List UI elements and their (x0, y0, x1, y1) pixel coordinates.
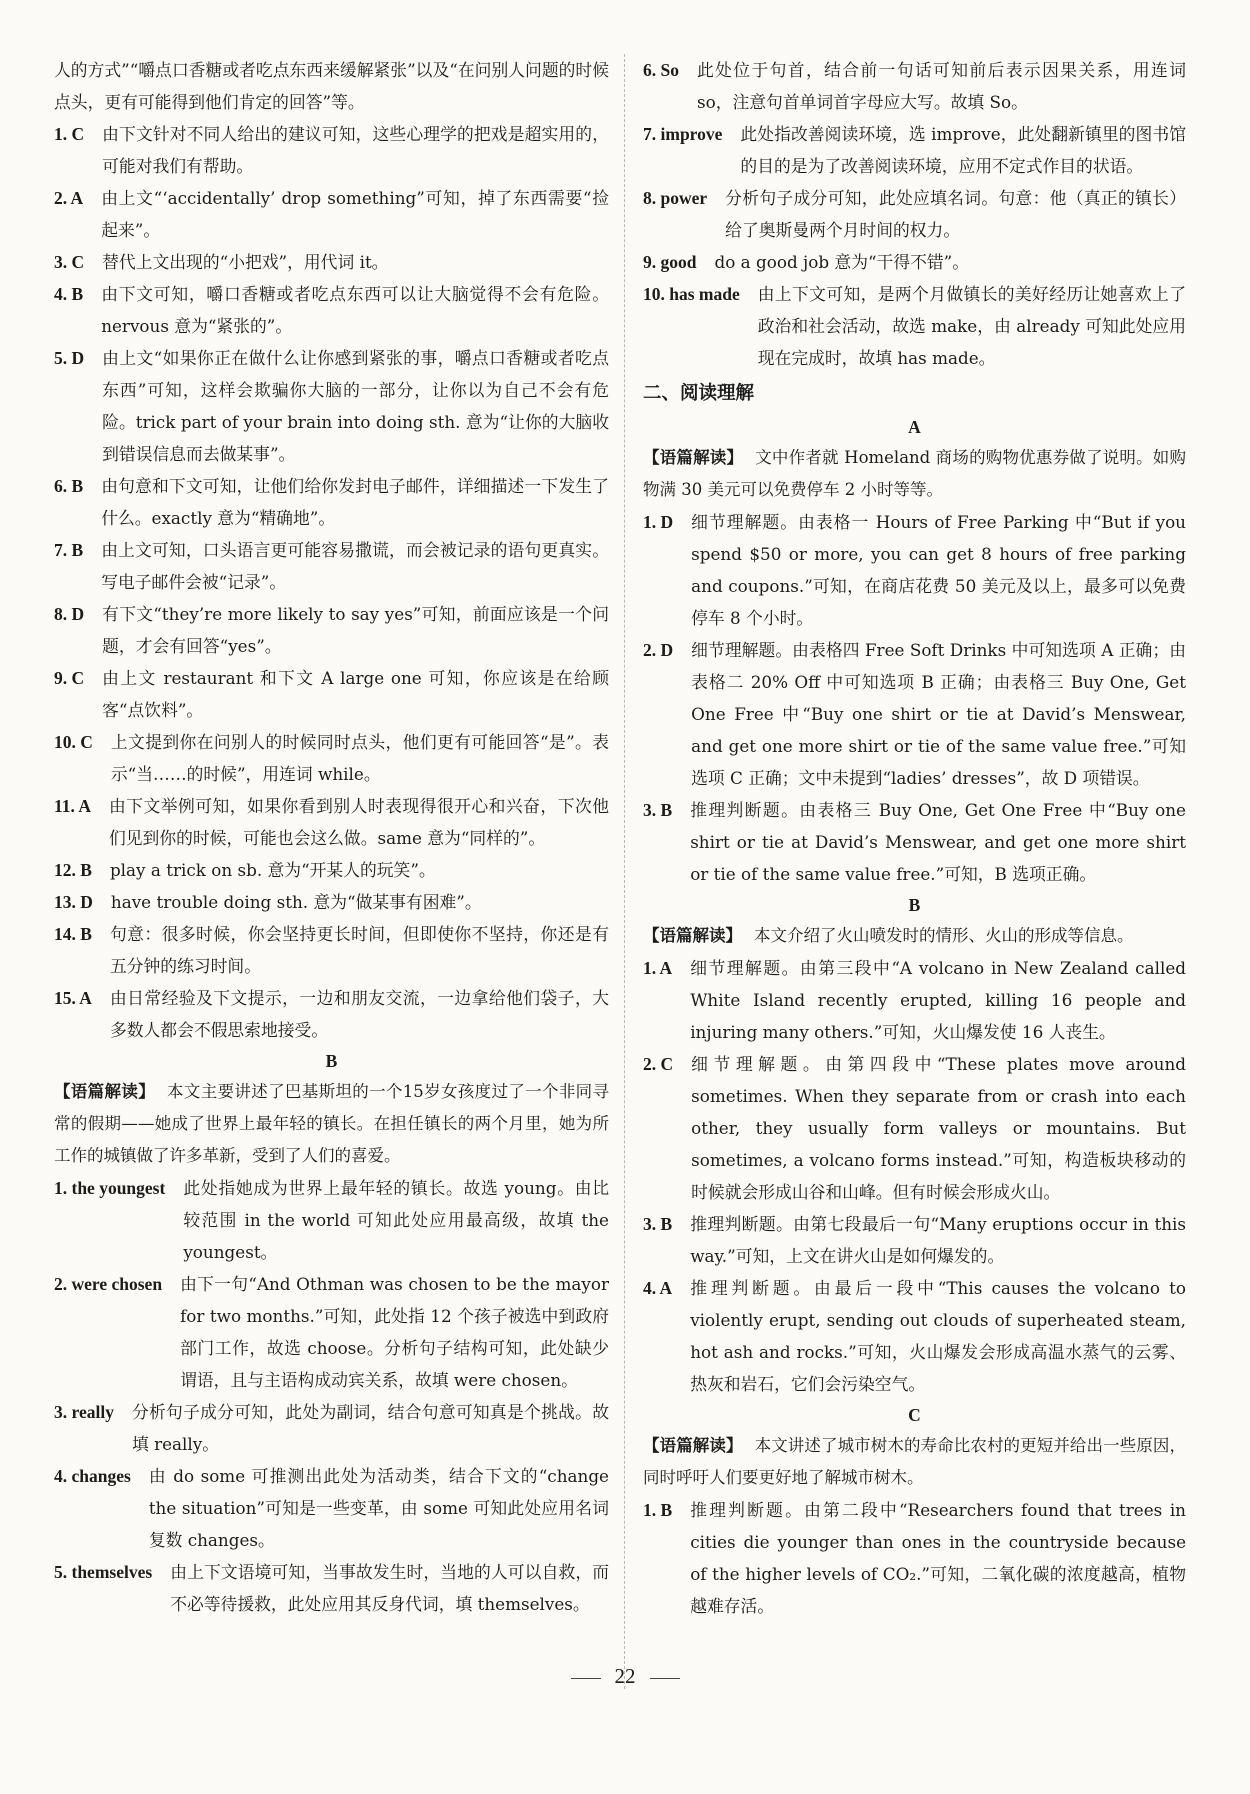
answer-key: 1. C (54, 124, 85, 144)
answer-key: 2. A (54, 188, 84, 208)
answer-item (643, 182, 1186, 246)
answer-explanation: 此处位于句首，结合前一句话可知前后表示因果关系，用连词 so，注意句首单词首字母应大写。故填 So。 (696, 60, 1186, 112)
answer-key: 12. B (54, 860, 92, 880)
answer-explanation: 推理判断题。由最后一段中“This causes the volcano to violently erupt, sending out clouds of superheated steam, hot ash and rocks.”可知，火山爆发会形成高温水蒸气的云雾、热灰和岩石，它们会污染空气。 (690, 1278, 1186, 1394)
intro-tag: 【语篇解读】 (643, 926, 742, 945)
answer-explanation: 由上文 restaurant 和下文 A large one 可知，你应该是在给顾客“点饮料”。 (102, 668, 609, 720)
answer-item (643, 1272, 1186, 1400)
answer-item (54, 886, 609, 918)
answer-item (643, 1208, 1186, 1272)
answer-item (54, 598, 609, 662)
answer-explanation: 由 do some 可推测出此处为活动类，结合下文的“change the situation”可知是一些变革，由 some 可知此处应用名词复数 changes。 (148, 1466, 609, 1550)
reading-c-answers (643, 1494, 1186, 1622)
answer-key: 7. improve (643, 124, 723, 144)
answer-key: 4. A (643, 1278, 673, 1298)
answer-item (54, 790, 609, 854)
answer-explanation: 由下文可知，嚼口香糖或者吃点东西可以让大脑觉得不会有危险。nervous 意为“紧张的”。 (101, 284, 609, 336)
answer-item (643, 1048, 1186, 1208)
answer-item (643, 278, 1186, 374)
page-number (0, 1664, 1250, 1689)
answer-explanation: 细节理解题。由表格四 Free Soft Drinks 中可知选项 A 正确；由表格二 20% Off 中可知选项 B 正确；由表格三 Buy One, Get One Free 中“Buy one shirt or tie at David’s Menswear, and get one more shirt or tie of the same value free.”可知选项 C 正确；文中未提到“ladies’ dresses”，故 D 项错误。 (691, 640, 1186, 788)
intro-tag: 【语篇解读】 (54, 1082, 156, 1101)
section-b-label: B (325, 1051, 338, 1071)
answer-explanation: play a trick on sb. 意为“开某人的玩笑”。 (109, 860, 436, 880)
answer-key: 3. B (643, 1214, 673, 1234)
answer-key: 3. B (643, 800, 673, 820)
answer-item (54, 342, 609, 470)
answer-explanation: 由下文针对不同人给出的建议可知，这些心理学的把戏是超实用的，可能对我们有帮助。 (102, 124, 609, 176)
part-c-label: C (908, 1405, 921, 1425)
answer-key: 9. C (54, 668, 85, 688)
answer-item (643, 952, 1186, 1048)
answer-item (54, 854, 609, 886)
answer-explanation: 由下文举例可知，如果你看到别人时表现得很开心和兴奋，下次他们见到你的时候，可能也会这么做。same 意为“同样的”。 (108, 796, 609, 848)
answer-item (54, 182, 609, 246)
intro-text: 本文讲述了城市树木的寿命比农村的更短并给出一些原因，同时呼吁人们要更好地了解城市树木。 (643, 1436, 1187, 1487)
answer-key: 7. B (54, 540, 84, 560)
answer-item (643, 1494, 1186, 1622)
answer-item (54, 982, 609, 1046)
answer-explanation: 句意：很多时候，你会坚持更长时间，但即使你不坚持，你还是有五分钟的练习时间。 (109, 924, 609, 976)
answer-key: 1. B (643, 1500, 673, 1520)
answer-key: 6. So (643, 60, 679, 80)
answer-key: 2. D (643, 640, 674, 660)
answer-item (54, 1460, 609, 1556)
answer-key: 9. good (643, 252, 697, 272)
answer-key: 10. C (54, 732, 93, 752)
answer-explanation: have trouble doing sth. 意为“做某事有困难”。 (110, 892, 482, 912)
answer-item (54, 1172, 609, 1268)
answer-explanation: 分析句子成分可知，此处应填名词。句意：他（真正的镇长）给了奥斯曼两个月时间的权力。 (725, 188, 1186, 240)
page-number-text: 22 (614, 1664, 636, 1688)
answer-explanation: 细节理解题。由第四段中“These plates move around sometimes. When they separate from or crash into each other, they usually form valleys or mountains. But sometimes, a volcano forms instead.”可知，构造板块移动的时候就会形成山谷和山峰。但有时候会形成火山。 (691, 1054, 1186, 1202)
part-a-intro (643, 442, 1186, 506)
answer-explanation: 由上下文语境可知，当事故发生时，当地的人可以自救，而不必等待援救，此处应用其反身代词，填 themselves。 (170, 1562, 609, 1614)
intro-text: 文中作者就 Homeland 商场的购物优惠券做了说明。如购物满 30 美元可以免费停车 2 小时等等。 (643, 448, 1186, 499)
answer-item (643, 506, 1186, 634)
answer-key: 3. really (54, 1402, 114, 1422)
answer-key: 8. D (54, 604, 85, 624)
answer-item (643, 54, 1186, 118)
answer-item (643, 246, 1186, 278)
answer-item (54, 918, 609, 982)
answer-explanation: 细节理解题。由表格一 Hours of Free Parking 中“But if you spend $50 or more, you can get 8 hours of free parking and coupons.”可知，在商店花费 50 美元及以上，最多可以免费停车 8 个小时。 (691, 512, 1186, 628)
answer-explanation: 由上文可知，口头语言更可能容易撒谎，而会被记录的语句更真实。写电子邮件会被“记录”。 (101, 540, 609, 592)
answer-key: 5. D (54, 348, 85, 368)
intro-tag: 【语篇解读】 (643, 1436, 743, 1455)
answer-explanation: 由句意和下文可知，让他们给你发封电子邮件，详细描述一下发生了什么。exactly 意为“精确地”。 (101, 476, 609, 528)
opening-paragraph: 人的方式”“嚼点口香糖或者吃点东西来缓解紧张”以及“在问别人问题的时候点头，更有可能得到他们肯定的回答”等。 (54, 60, 609, 112)
answer-key: 8. power (643, 188, 708, 208)
fill-answers-b (54, 1172, 609, 1620)
intro-text: 本文主要讲述了巴基斯坦的一个15岁女孩度过了一个非同寻常的假期——她成了世界上最年轻的镇长。在担任镇长的两个月里，她为所工作的城镇做了许多革新，受到了人们的喜爱。 (54, 1082, 610, 1165)
answer-explanation: 由上下文可知，是两个月做镇长的美好经历让她喜欢上了政治和社会活动，故选 make，由 already 可知此处应用现在完成时，故填 has made。 (757, 284, 1186, 368)
section-two-heading: 二、阅读理解 (643, 383, 755, 404)
answer-key: 2. C (643, 1054, 674, 1074)
answer-item (54, 726, 609, 790)
answer-explanation: 由日常经验及下文提示，一边和朋友交流，一边拿给他们袋子，大多数人都会不假思索地接受。 (109, 988, 609, 1040)
answer-explanation: 分析句子成分可知，此处为副词，结合句意可知真是个挑战。故填 really。 (131, 1402, 609, 1454)
answer-item (54, 470, 609, 534)
answer-explanation: 上文提到你在问别人的时候同时点头，他们更有可能回答“是”。表示“当……的时候”，用连词 while。 (110, 732, 609, 784)
answer-key: 4. changes (54, 1466, 131, 1486)
part-c-intro (643, 1430, 1186, 1494)
answer-key: 11. A (54, 796, 91, 816)
intro-tag: 【语篇解读】 (643, 448, 744, 467)
answer-item (643, 634, 1186, 794)
part-a-label: A (908, 417, 921, 437)
right-column (643, 54, 1186, 1622)
reading-b-answers (643, 952, 1186, 1400)
answer-explanation: 由上文“‘accidentally’ drop something”可知，掉了东西需要“捡起来”。 (101, 188, 609, 240)
answer-explanation: 细节理解题。由第三段中“A volcano in New Zealand called White Island recently erupted, killing 16 people and injuring many others.”可知，火山爆发使 16 人丧生。 (690, 958, 1186, 1042)
answer-explanation: 由上文“如果你正在做什么让你感到紧张的事，嚼点口香糖或者吃点东西”可知，这样会欺骗你大脑的一部分，让你以为自己不会有危险。trick part of your brain into doing sth. 意为“让你的大脑收到错误信息而去做某事”。 (102, 348, 609, 464)
answer-key: 10. has made (643, 284, 740, 304)
answer-item (643, 118, 1186, 182)
answer-key: 1. D (643, 512, 674, 532)
reading-a-answers (643, 506, 1186, 890)
answer-key: 5. themselves (54, 1562, 153, 1582)
column-divider (624, 54, 626, 1689)
answer-item (54, 118, 609, 182)
answer-explanation: do a good job 意为“干得不错”。 (714, 252, 970, 272)
part-b-intro (643, 920, 1186, 952)
answer-key: 2. were chosen (54, 1274, 163, 1294)
answer-item (54, 278, 609, 342)
left-column (54, 54, 609, 1620)
part-b-label: B (908, 895, 921, 915)
answer-item (54, 662, 609, 726)
answer-explanation: 有下文“they’re more likely to say yes”可知，前面应该是一个问题，才会有回答“yes”。 (102, 604, 609, 656)
answer-key: 1. the youngest (54, 1178, 166, 1198)
answer-key: 3. C (54, 252, 85, 272)
fill-answers-b-continued (643, 54, 1186, 374)
answer-item (54, 534, 609, 598)
answer-item (54, 1556, 609, 1620)
answer-key: 15. A (54, 988, 92, 1008)
answer-key: 1. A (643, 958, 673, 978)
answer-explanation: 由下一句“And Othman was chosen to be the mayor for two months.”可知，此处指 12 个孩子被选中到政府部门工作，故选 choose。分析句子结构可知，此处缺少谓语，且与主语构成动宾关系，故填 were chosen。 (180, 1274, 609, 1390)
answer-explanation: 推理判断题。由第七段最后一句“Many eruptions occur in this way.”可知，上文在讲火山是如何爆发的。 (690, 1214, 1186, 1266)
answer-explanation: 推理判断题。由表格三 Buy One, Get One Free 中“Buy one shirt or tie at David’s Menswear, and get one more shirt or tie of the same value free.”可知，B 选项正确。 (690, 800, 1186, 884)
answer-explanation: 推理判断题。由第二段中“Researchers found that trees in cities die younger than ones in the countryside because of the higher levels of CO₂.”可知，二氧化碳的浓度越高，植物越难存活。 (690, 1500, 1186, 1616)
intro-text: 本文介绍了火山喷发时的情形、火山的形成等信息。 (754, 926, 1134, 945)
answer-explanation: 此处指改善阅读环境，选 improve，此处翻新镇里的图书馆的目的是为了改善阅读环境，应用不定式作目的状语。 (740, 124, 1186, 176)
answer-key: 4. B (54, 284, 84, 304)
answer-item (54, 1268, 609, 1396)
answer-key: 13. D (54, 892, 93, 912)
answer-key: 6. B (54, 476, 84, 496)
section-b-intro (54, 1076, 609, 1172)
answer-item (54, 246, 609, 278)
answer-item (54, 1396, 609, 1460)
answer-explanation: 替代上文出现的“小把戏”，用代词 it。 (102, 252, 389, 272)
cloze-answers-a (54, 118, 609, 1046)
answer-explanation: 此处指她成为世界上最年轻的镇长。故选 young。由比较范围 in the world 可知此处应用最高级，故填 the youngest。 (183, 1178, 609, 1262)
answer-item (643, 794, 1186, 890)
answer-key: 14. B (54, 924, 92, 944)
